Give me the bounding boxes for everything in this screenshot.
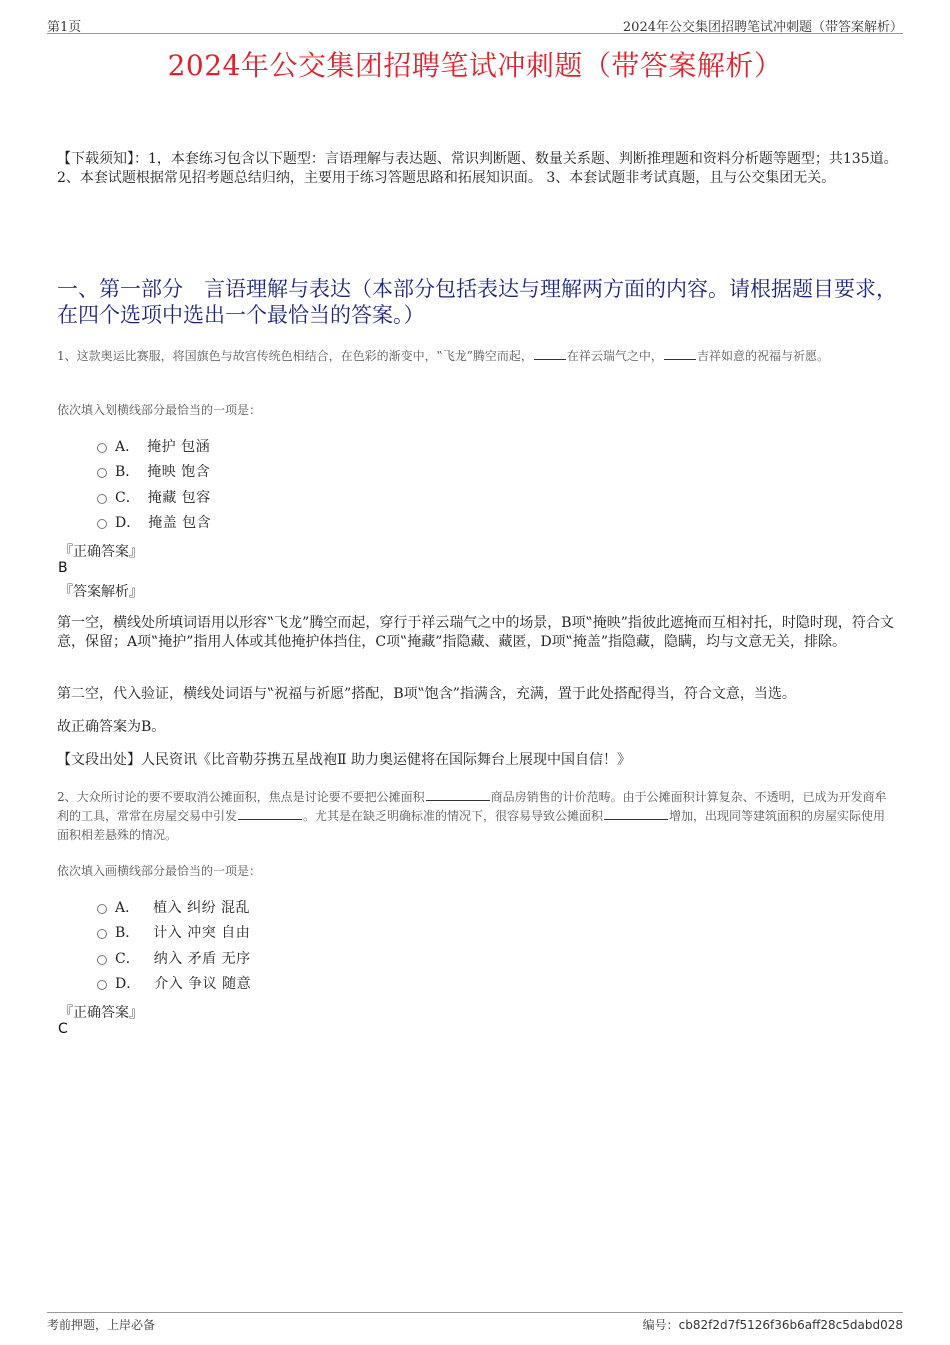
question-2-option-c[interactable]: C． 纳入 矛盾 无序	[97, 945, 251, 971]
question-2-option-b[interactable]: B． 计入 冲突 自由	[97, 920, 251, 946]
question-1-instruction: 依次填入划横线部分最恰当的一项是：	[57, 403, 262, 417]
question-1-blank-2	[664, 347, 696, 360]
question-1-answer-label: 『正确答案』	[59, 544, 143, 560]
radio-icon[interactable]	[97, 904, 107, 914]
section-title: 一、第一部分 言语理解与表达（本部分包括表达与理解两方面的内容。请根据题目要求，在四个选项中选出一个最恰当的答案。）	[57, 277, 897, 327]
question-1-option-a[interactable]: A． 掩护 包涵	[97, 433, 211, 459]
question-1-text	[57, 347, 897, 366]
question-1-part1: 1、这款奥运比赛服，将国旗色与故宫传统色相结合，在色彩的渐变中，‟飞龙”腾空而起，	[57, 349, 533, 363]
question-2-part2: 商品房销售的计价范畴。由于公摊面积计算复杂、不透明，已成为开发商牟利的工具，常常在房屋交易中引发	[57, 790, 887, 823]
question-2-options	[97, 894, 251, 996]
question-2-part3: 。尤其是在缺乏明确标准的情况下，很容易导致公摊面积	[303, 809, 604, 823]
question-2-part1: 2、大众所讨论的要不要取消公摊面积，焦点是讨论要不要把公摊面积	[57, 790, 425, 804]
question-1-answer: B	[58, 560, 68, 576]
question-2-blank-3	[604, 807, 668, 820]
question-2-option-d[interactable]: D． 介入 争议 随意	[97, 971, 251, 997]
footer-divider	[47, 1312, 903, 1313]
page-title: 2024年公交集团招聘笔试冲刺题（带答案解析）	[167, 49, 783, 82]
question-1-option-c[interactable]: C． 掩藏 包容	[97, 484, 211, 510]
footer-code	[643, 1316, 903, 1333]
question-2-blank-2	[238, 807, 302, 820]
radio-icon[interactable]	[97, 443, 107, 453]
question-1-analysis-2: 第二空，代入验证，横线处词语与‟祝福与祈愿”搭配，B项‟饱含”指满含，充满，置于此处搭配得当，符合文意，当选。	[57, 686, 796, 702]
question-1-option-b[interactable]: B． 掩映 饱含	[97, 459, 211, 485]
question-2-blank-1	[426, 788, 490, 801]
page-number: 第1页	[47, 20, 82, 35]
radio-icon[interactable]	[97, 494, 107, 504]
question-1-source: 【文段出处】人民资讯《比音勒芬携五星战袍Ⅱ 助力奥运健将在国际舞台上展现中国自信！》	[57, 752, 631, 768]
question-2-answer-label: 『正确答案』	[59, 1005, 143, 1021]
footer-slogan: 考前押题，上岸必备	[47, 1318, 156, 1332]
radio-icon[interactable]	[97, 468, 107, 478]
question-2-part4: 增加，出现同等建筑面积的房屋实际使用面积相差悬殊的情况。	[57, 809, 886, 842]
question-1-analysis-1: 第一空，横线处所填词语用以形容‟飞龙”腾空而起，穿行于祥云瑞气之中的场景，B项‟掩映”指彼此遮掩而互相衬托，时隐时现，符合文意，保留；A项‟掩护”指用人体或其他掩护体挡住，C项‟掩藏”指隐藏、藏匿，D项‟掩盖”指隐藏，隐瞒，均与文意无关，排除。	[57, 615, 894, 650]
radio-icon[interactable]	[97, 955, 107, 965]
question-2-option-a[interactable]: A． 植入 纠纷 混乱	[97, 894, 251, 920]
radio-icon[interactable]	[97, 980, 107, 990]
header-divider	[47, 33, 903, 34]
question-1-part2: 在祥云瑞气之中，	[566, 349, 663, 363]
question-2-instruction: 依次填入画横线部分最恰当的一项是：	[57, 864, 262, 878]
footer-code-label: 编号：	[642, 1318, 679, 1332]
question-1-analysis-3: 故正确答案为B。	[57, 719, 166, 735]
question-2-answer: C	[58, 1021, 68, 1037]
question-2-text	[57, 788, 897, 845]
footer-code-value: cb82f2d7f5126f36b6aff28c5dabd028	[678, 1318, 903, 1332]
radio-icon[interactable]	[97, 519, 107, 529]
radio-icon[interactable]	[97, 929, 107, 939]
download-notice: 【下载须知】：1，本套练习包含以下题型：言语理解与表达题、常识判断题、数量关系题、判断推理题和资料分析题等题型；共135道。 2、本套试题根据常见招考题总结归纳，主要用于练习答题思路和拓展知识面。 3、本套试题非考试真题，且与公交集团无关。	[57, 151, 898, 186]
question-1-part3: 吉祥如意的祝福与祈愿。	[696, 349, 829, 363]
question-1-options	[97, 433, 211, 535]
question-1-blank-1	[534, 347, 566, 360]
question-1-analysis-label: 『答案解析』	[59, 584, 143, 600]
question-1-option-d[interactable]: D． 掩盖 包含	[97, 510, 211, 536]
header-doc-title: 2024年公交集团招聘笔试冲刺题（带答案解析）	[622, 20, 903, 35]
